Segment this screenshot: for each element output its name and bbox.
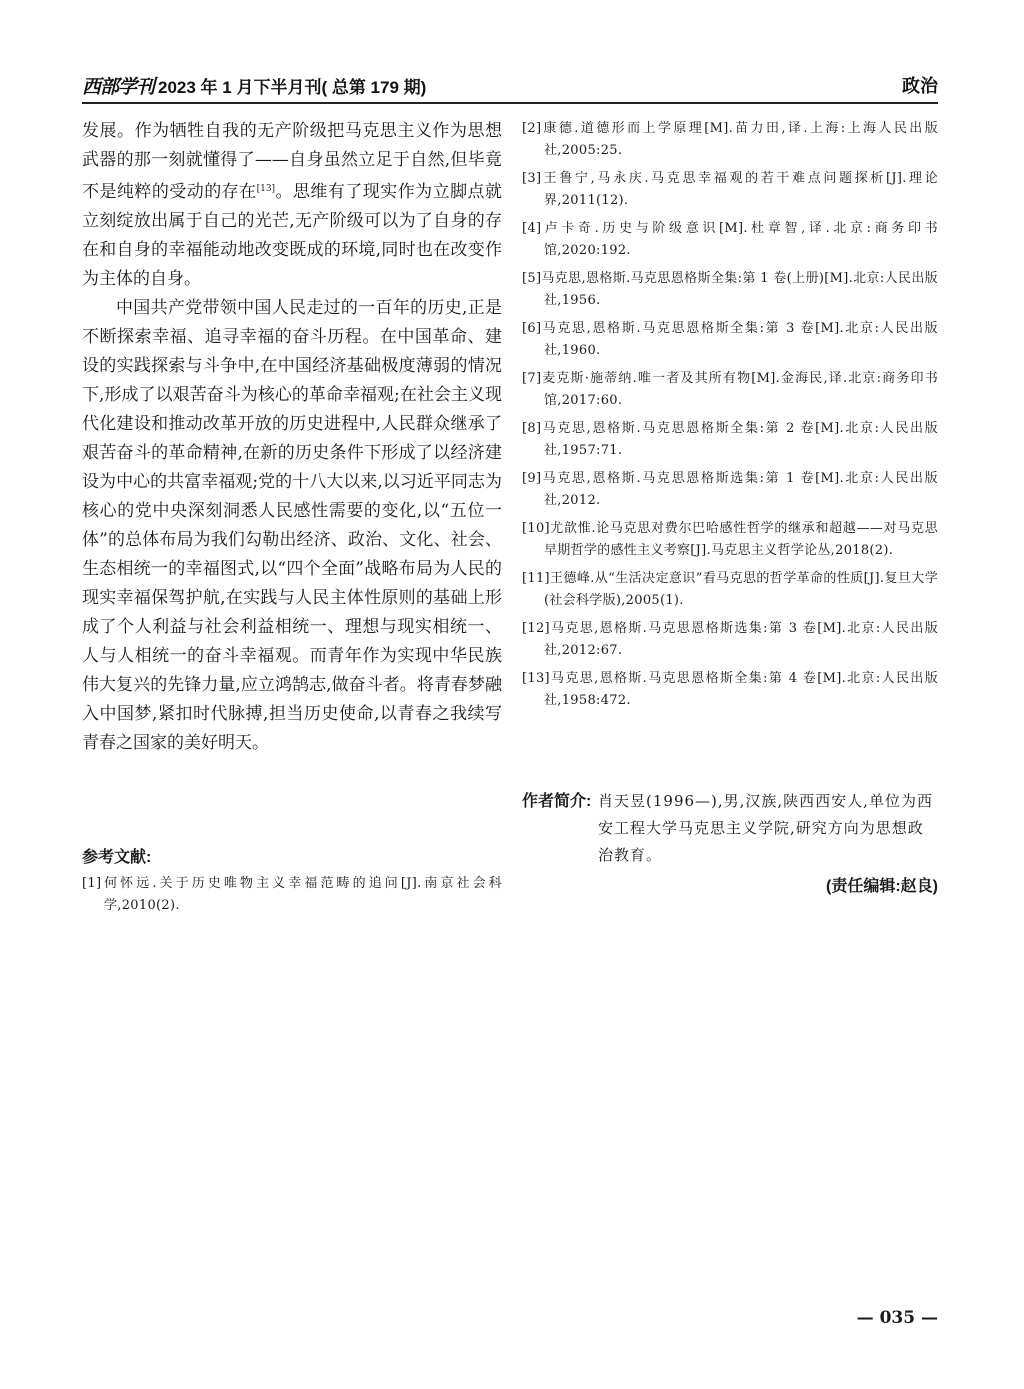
- page-header: [82, 70, 938, 100]
- section-title: 政治: [902, 76, 938, 96]
- editor-credit: (责任编辑:赵良): [826, 878, 938, 895]
- reference-item: [13]马克思,恩格斯.马克思恩格斯全集:第 4 卷[M].北京:人民出版社,1958:472.: [522, 671, 938, 708]
- body-paragraph-2: 中国共产党带领中国人民走过的一百年的历史,正是不断探索幸福、追寻幸福的奋斗历程。在中国革命、建设的实践探索与斗争中,在中国经济基础极度薄弱的情况下,形成了以艰苦奋斗为核心的革命幸福观;在社会主义现代化建设和推动改革开放的历史进程中,人民群众继承了艰苦奋斗的革命精神,在新的历史条件下形成了以经济建设为中心的共富幸福观;党的十八大以来,以习近平同志为核心的党中央深刻洞悉人民感性需要的变化,以“五位一体”的总体布局为我们勾勒出经济、政治、文化、社会、生态相统一的幸福图式,以“四个全面”战略布局为人民的现实幸福保驾护航,在实践与人民主体性原则的基础上形成了个人利益与社会利益相统一、理想与现实相统一、人与人相统一的奋斗幸福观。而青年作为实现中华民族伟大复兴的先锋力量,应立鸿鹄志,做奋斗者。将青春梦融入中国梦,紧扣时代脉搏,担当历史使命,以青春之我续写青春之国家的美好明天。: [82, 298, 502, 753]
- reference-item: [11]王德峰.从“生活决定意识”看马克思的哲学革命的性质[J].复旦大学(社会科学版),2005(1).: [522, 571, 938, 608]
- reference-item: [4]卢卡奇.历史与阶级意识[M].杜章智,译.北京:商务印书馆,2020:192.: [522, 221, 938, 258]
- references-heading: 参考文献:: [82, 849, 152, 866]
- journal-logo: 西部学刊: [82, 76, 155, 98]
- issue-info: 2023 年 1 月下半月刊( 总第 179 期): [158, 78, 427, 97]
- reference-item: [5]马克思,恩格斯.马克思恩格斯全集:第 1 卷(上册)[M].北京:人民出版社,1956.: [522, 271, 938, 308]
- references-right: [522, 118, 938, 718]
- left-column: [82, 117, 502, 758]
- reference-item: [12]马克思,恩格斯.马克思恩格斯选集:第 3 卷[M].北京:人民出版社,2012:67.: [522, 621, 938, 658]
- reference-item: [1]何怀远.关于历史唯物主义幸福范畴的追问[J].南京社会科学,2010(2).: [82, 876, 502, 913]
- header-rule: [82, 102, 938, 104]
- reference-item: [9]马克思,恩格斯.马克思恩格斯选集:第 1 卷[M].北京:人民出版社,2012.: [522, 471, 938, 508]
- reference-item: [10]尤歆惟.论马克思对费尔巴哈感性哲学的继承和超越——对马克思早期哲学的感性主义考察[J].马克思主义哲学论丛,2018(2).: [522, 521, 938, 558]
- body-paragraph-1: [82, 117, 502, 294]
- reference-item: [7]麦克斯·施蒂纳.唯一者及其所有物[M].金海民,译.北京:商务印书馆,2017:60.: [522, 371, 938, 408]
- reference-item: [2]康德.道德形而上学原理[M].苗力田,译.上海:上海人民出版社,2005:25.: [522, 121, 938, 158]
- paragraph-1-text: 发展。作为牺牲自我的无产阶级把马克思主义作为思想武器的那一刻就懂得了——自身虽然立足于自然,但毕竟不是纯粹的受动的存在: [82, 121, 502, 202]
- reference-item: [6]马克思,恩格斯.马克思恩格斯全集:第 3 卷[M].北京:人民出版社,1960.: [522, 321, 938, 358]
- reference-item: [8]马克思,恩格斯.马克思恩格斯全集:第 2 卷[M].北京:人民出版社,1957:71.: [522, 421, 938, 458]
- author-text: 肖天昱(1996—),男,汉族,陕西西安人,单位为西安工程大学马克思主义学院,研究方向为思想政治教育。: [598, 792, 933, 864]
- citation-marker[interactable]: [13]: [256, 184, 276, 194]
- page-number: — 035 —: [856, 1308, 938, 1328]
- author-label: 作者简介:: [522, 793, 592, 810]
- references-left: [82, 873, 502, 923]
- paragraph-1-tail: 。思维有了现实作为立脚点就立刻绽放出属于自己的光芒,无产阶级可以为了自身的存在和自身的幸福能动地改变既成的环境,同时也在改变作为主体的自身。: [82, 182, 503, 289]
- reference-item: [3]王鲁宁,马永庆.马克思幸福观的若干难点问题探析[J].理论界,2011(12).: [522, 171, 938, 208]
